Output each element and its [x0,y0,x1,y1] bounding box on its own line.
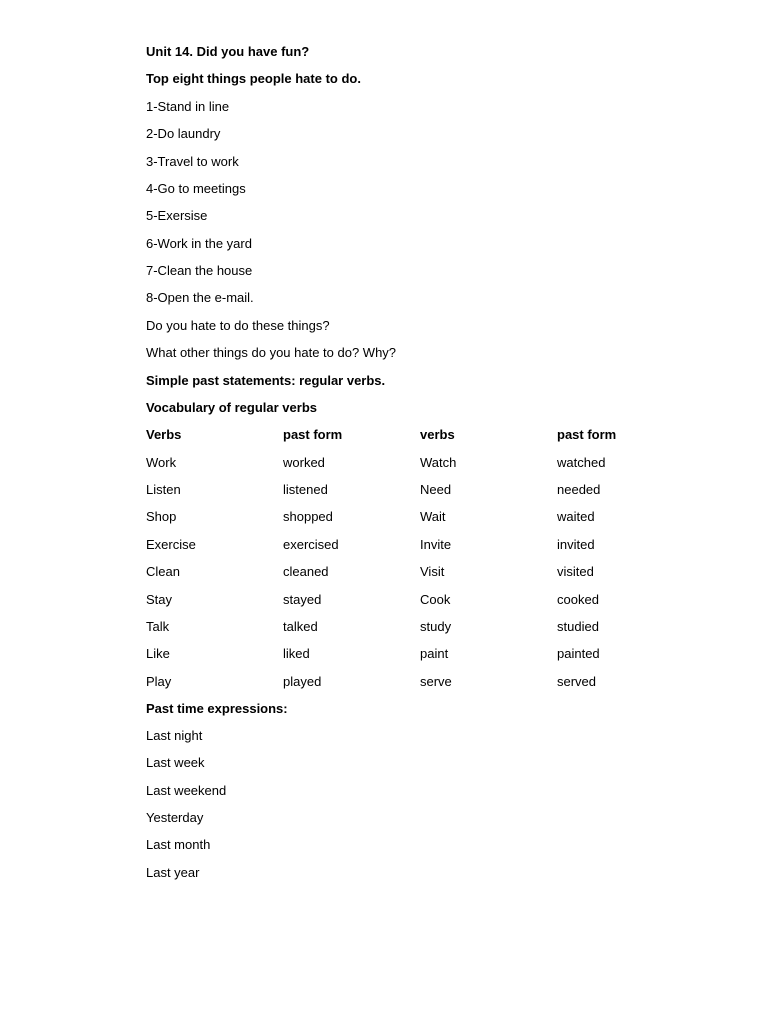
table-cell: Visit [420,564,445,579]
question-2: What other things do you hate to do? Why? [146,345,397,360]
hate-list-item-1: 1-Stand in line [146,99,230,114]
table-row [146,619,626,635]
table-cell: Wait [420,509,446,524]
time-expression-item: Last week [146,755,205,770]
table-cell: Cook [420,592,451,607]
table-cell: cleaned [283,564,329,579]
table-row [146,482,626,498]
table-cell: talked [283,619,318,634]
table-cell: Watch [420,455,457,470]
table-cell: shopped [283,509,333,524]
table-row [146,509,626,525]
table-cell: watched [557,455,606,470]
hate-list-item-4: 4-Go to meetings [146,181,246,196]
table-row [146,592,626,608]
table-cell: served [557,674,597,689]
table-cell: worked [283,455,325,470]
table-row [146,455,626,471]
table-cell: Play [146,674,172,689]
table-cell: studied [557,619,599,634]
verb-table-header [146,427,626,443]
header-past-form: past form [283,427,343,442]
table-cell: Talk [146,619,170,634]
table-cell: invited [557,537,595,552]
header-verbs: Verbs [146,427,182,442]
table-row [146,674,626,690]
table-cell: exercised [283,537,339,552]
section-heading-simple-past: Simple past statements: regular verbs. [146,373,386,388]
time-expression-item: Yesterday [146,810,204,825]
time-expression-item: Last night [146,728,203,743]
list-heading: Top eight things people hate to do. [146,71,361,86]
table-cell: Clean [146,564,180,579]
table-cell: Invite [420,537,452,552]
table-cell: Exercise [146,537,196,552]
table-cell: listened [283,482,328,497]
table-cell: painted [557,646,600,661]
table-cell: cooked [557,592,599,607]
table-cell: waited [557,509,595,524]
table-row [146,646,626,662]
table-cell: serve [420,674,452,689]
header-past-form-2: past form [557,427,617,442]
time-expression-item: Last weekend [146,783,227,798]
time-expression-item: Last year [146,865,200,880]
table-cell: paint [420,646,449,661]
table-cell: Stay [146,592,173,607]
section-heading-time-expressions: Past time expressions: [146,701,288,716]
hate-list-item-7: 7-Clean the house [146,263,253,278]
hate-list-item-5: 5-Exersise [146,208,208,223]
table-cell: study [420,619,452,634]
unit-title: Unit 14. Did you have fun? [146,44,310,59]
table-cell: Shop [146,509,177,524]
hate-list-item-8: 8-Open the e-mail. [146,290,254,305]
table-cell: Like [146,646,170,661]
header-verbs-2: verbs [420,427,455,442]
question-1: Do you hate to do these things? [146,318,330,333]
table-row [146,564,626,580]
table-cell: needed [557,482,601,497]
table-cell: Listen [146,482,181,497]
section-heading-vocabulary: Vocabulary of regular verbs [146,400,317,415]
hate-list-item-6: 6-Work in the yard [146,236,252,251]
hate-list-item-2: 2-Do laundry [146,126,221,141]
table-cell: liked [283,646,310,661]
hate-list-item-3: 3-Travel to work [146,154,239,169]
table-cell: stayed [283,592,322,607]
time-expression-item: Last month [146,837,211,852]
table-cell: visited [557,564,594,579]
table-row [146,537,626,553]
table-cell: played [283,674,322,689]
table-cell: Work [146,455,177,470]
table-cell: Need [420,482,452,497]
